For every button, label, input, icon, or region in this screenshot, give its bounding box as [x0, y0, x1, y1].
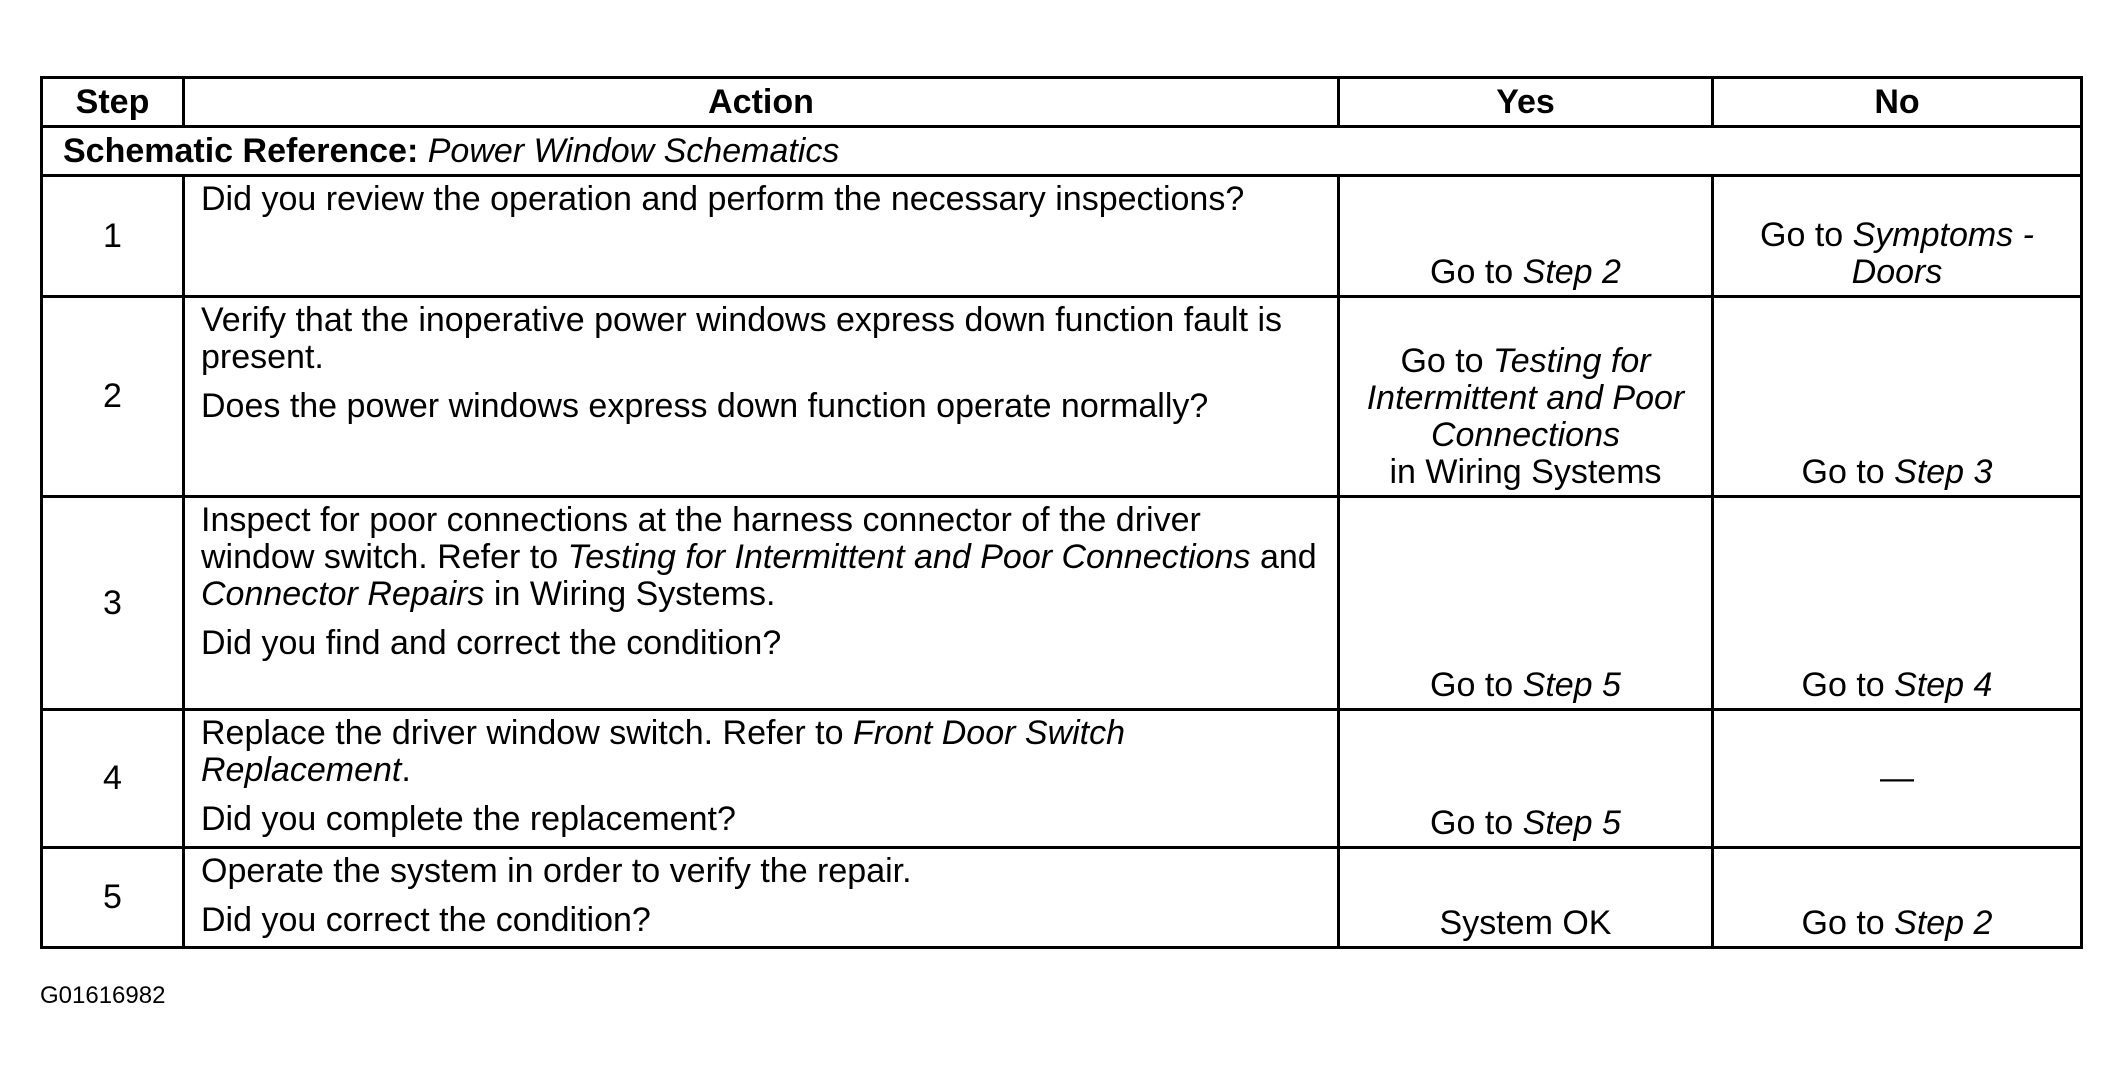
step-number: 2: [42, 297, 184, 497]
action-text: Operate the system in order to verify the repair.: [201, 852, 912, 890]
schematic-reference-link[interactable]: Power Window Schematics: [427, 131, 840, 170]
action-cell: [184, 848, 1339, 948]
step-link: Step 5: [1522, 666, 1621, 704]
no-cell: [1713, 710, 2082, 848]
action-question: Did you correct the condition?: [201, 901, 651, 939]
testing-link[interactable]: Testing for Intermittent and Poor Connections: [567, 538, 1251, 576]
yes-cell[interactable]: Go to Step 5: [1339, 497, 1713, 710]
step-link: Step 2: [1522, 253, 1621, 291]
step-link: Step 2: [1894, 904, 1993, 942]
action-question: Did you complete the replacement?: [201, 800, 736, 838]
table-row: [42, 297, 2082, 497]
header-row: [42, 78, 2082, 127]
table-row: [42, 176, 2082, 297]
action-cell: [184, 176, 1339, 297]
yes-cell[interactable]: Go to Step 2: [1339, 176, 1713, 297]
header-action: Action: [184, 78, 1339, 127]
step-number: 4: [42, 710, 184, 848]
no-cell[interactable]: Go to Step 4: [1713, 497, 2082, 710]
table-row: [42, 710, 2082, 848]
action-text: Did you review the operation and perform the necessary inspections?: [201, 180, 1245, 218]
step-number: 3: [42, 497, 184, 710]
header-no: No: [1713, 78, 2082, 127]
yes-cell[interactable]: Go to Testing for Intermittent and Poor Connections in Wiring Systems: [1339, 297, 1713, 497]
step-link: Step 5: [1522, 804, 1621, 842]
table-row: [42, 848, 2082, 948]
yes-cell[interactable]: Go to Step 5: [1339, 710, 1713, 848]
no-cell[interactable]: Go to Step 2: [1713, 848, 2082, 948]
action-question: Did you find and correct the condition?: [201, 624, 782, 662]
table-row: [42, 497, 2082, 710]
yes-cell: System OK: [1339, 848, 1713, 948]
action-text: Verify that the inoperative power windows express down function fault is present.: [201, 301, 1283, 376]
dash: —: [1880, 759, 1914, 797]
figure-id: G01616982: [40, 982, 166, 1009]
no-cell[interactable]: Go to Symptoms - Doors: [1713, 176, 2082, 297]
schematic-reference-label: Schematic Reference:: [63, 131, 419, 170]
action-cell: [184, 710, 1339, 848]
step-number: 5: [42, 848, 184, 948]
step-number: 1: [42, 176, 184, 297]
schematic-reference-row: [42, 127, 2082, 176]
action-cell: [184, 297, 1339, 497]
schematic-reference: [42, 127, 2082, 176]
header-step: Step: [42, 78, 184, 127]
connector-repairs-link[interactable]: Connector Repairs: [201, 575, 485, 613]
step-link: Step 4: [1894, 666, 1993, 704]
action-text: Inspect for poor connections at the harness connector of the driver window switch. Refer to Testing for Intermittent and Poor Connections and Connector Repairs in Wiring Systems.: [201, 501, 1317, 613]
action-text: Replace the driver window switch. Refer to Front Door Switch Replacement.: [201, 714, 1126, 789]
action-cell: [184, 497, 1339, 710]
header-yes: Yes: [1339, 78, 1713, 127]
diagnostic-table: [40, 76, 2083, 949]
testing-link: Testing for Intermittent and Poor Connections: [1366, 342, 1685, 454]
action-question: Does the power windows express down function operate normally?: [201, 387, 1209, 425]
symptoms-link: Symptoms - Doors: [1851, 216, 2034, 291]
no-cell[interactable]: Go to Step 3: [1713, 297, 2082, 497]
step-link: Step 3: [1894, 453, 1993, 491]
front-door-switch-link[interactable]: Front Door Switch Replacement: [201, 714, 1126, 789]
